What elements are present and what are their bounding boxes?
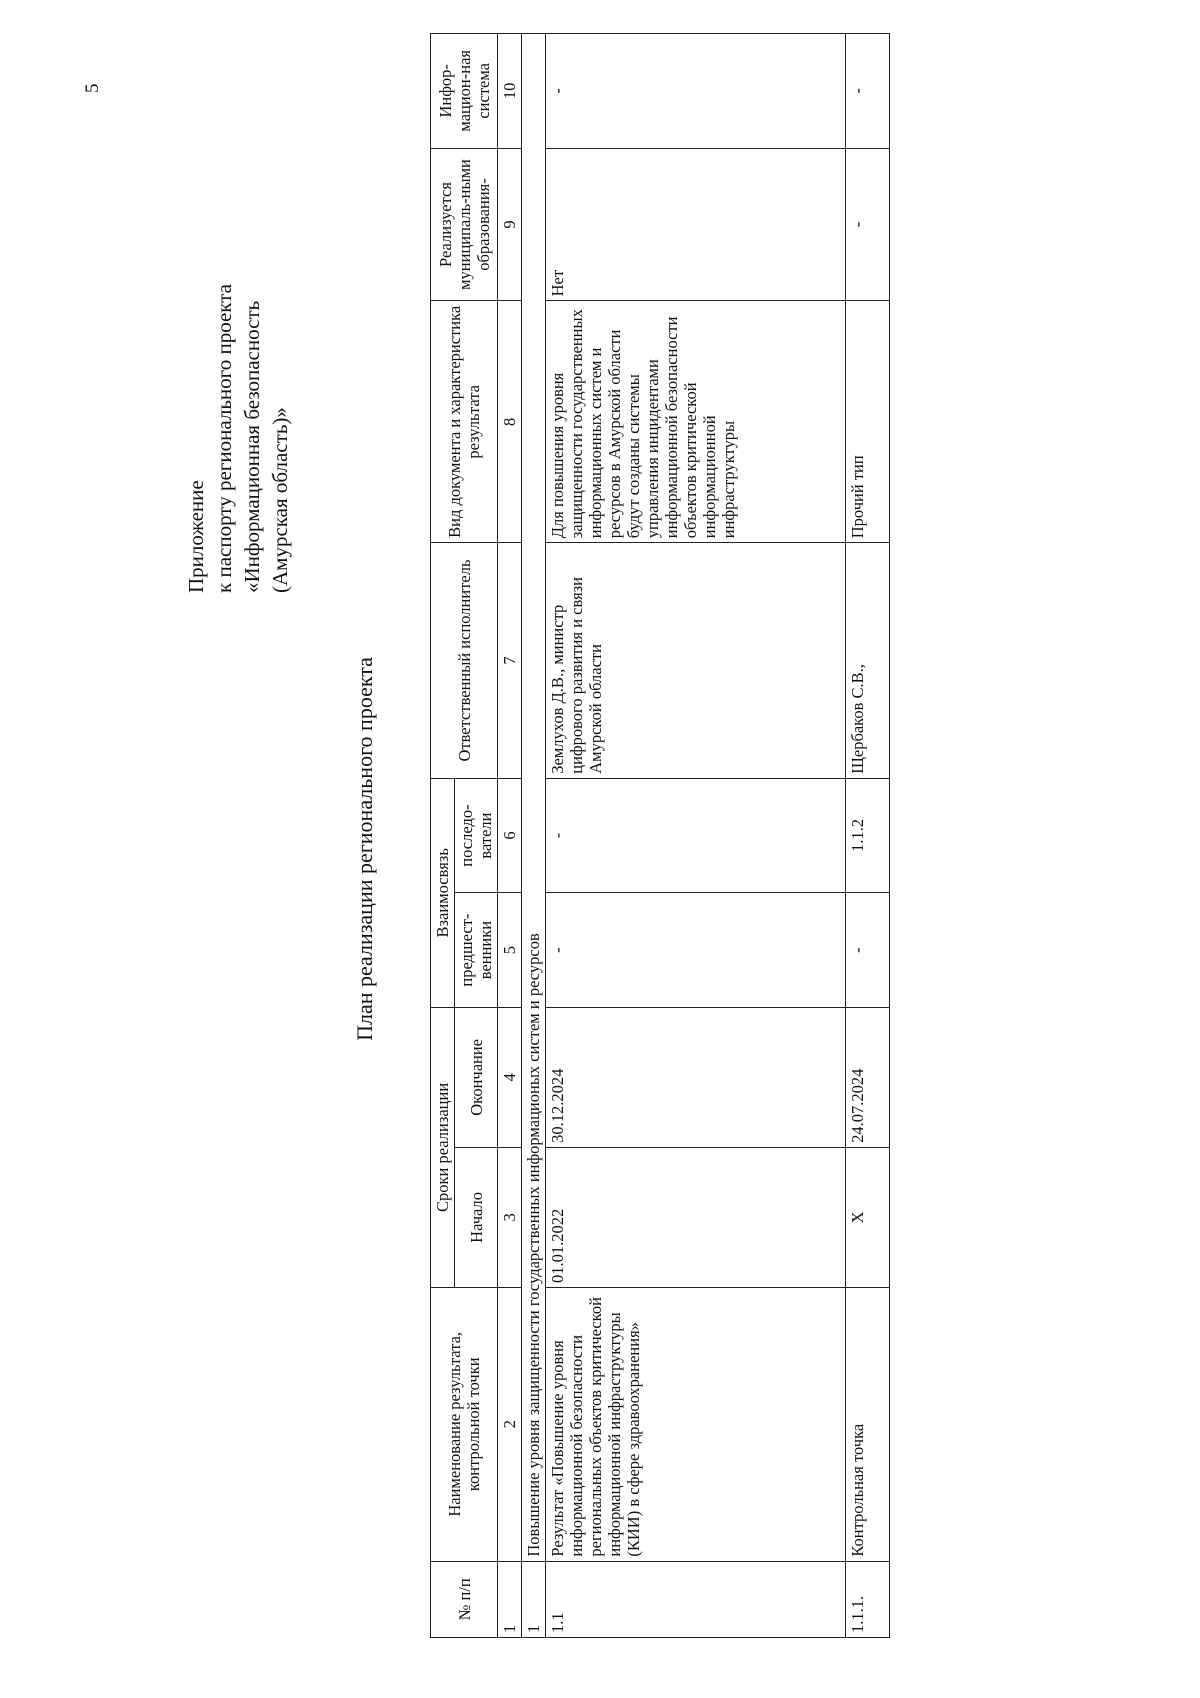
row-municipal: - [846, 148, 890, 301]
header-num: № п/п [431, 1561, 498, 1637]
header-predecessors: предшест-венники [455, 893, 498, 1008]
section-row [522, 34, 546, 1638]
row-responsible: Землухов Д.В., министр цифрового развития и связи Амурской области [546, 543, 846, 779]
row-name: Контрольная точка [846, 1287, 890, 1561]
column-number: 2 [498, 1287, 522, 1561]
column-number: 7 [498, 543, 522, 779]
header-document: Вид документа и характеристика результата [431, 301, 498, 543]
row-predecessors: - [546, 893, 846, 1008]
row-info-system: - [546, 34, 846, 149]
column-number: 5 [498, 893, 522, 1008]
row-predecessors: - [846, 893, 890, 1008]
column-number: 9 [498, 148, 522, 301]
plan-title: План реализации регионального проекта [352, 657, 377, 1041]
section-title: Повышение уровня защищенности государственных информационых систем и ресурсов [522, 34, 546, 1562]
header-name: Наименование результата, контрольной точки [431, 1287, 498, 1561]
row-name: Результат «Повышение уровня информационной безопасности региональных объектов критической информационной инфраструктуры (КИИ) в сфере здравоохранения» [546, 1287, 846, 1561]
header-responsible: Ответственный исполнитель [431, 543, 498, 779]
column-number: 8 [498, 301, 522, 543]
header-end: Окончание [455, 1007, 498, 1147]
appendix-block [182, 284, 294, 593]
row-end: 24.07.2024 [846, 1007, 890, 1147]
row-municipal: Нет [546, 148, 846, 301]
page-number: 5 [82, 83, 103, 93]
row-successors: 1.1.2 [846, 778, 890, 893]
row-end: 30.12.2024 [546, 1007, 846, 1147]
header-row-1 [431, 34, 455, 1638]
header-successors: последо-ватели [455, 778, 498, 893]
header-municipal: Реализуется муниципаль-ными образования- [431, 148, 498, 301]
row-successors: - [546, 778, 846, 893]
column-number: 3 [498, 1147, 522, 1287]
implementation-plan-table [430, 33, 890, 1638]
appendix-line-2: к паспорту регионального проекта [212, 284, 236, 593]
column-number: 6 [498, 778, 522, 893]
row-start: 01.01.2022 [546, 1147, 846, 1287]
row-document: Прочий тип [846, 301, 890, 543]
row-info-system: - [846, 34, 890, 149]
column-number: 10 [498, 34, 522, 149]
header-link: Взаимосвязь [431, 778, 455, 1007]
appendix-line-1: Приложение [184, 480, 208, 593]
column-number: 1 [498, 1561, 522, 1637]
row-start: X [846, 1147, 890, 1287]
column-number-row [498, 34, 522, 1638]
column-number: 4 [498, 1007, 522, 1147]
row-document: Для повышения уровня защищенности государственных информационных систем и ресурсов в Амурской области будут созданы системы управления инцидентами информационной безопасности объектов критической информационной инфраструктуры [546, 301, 846, 543]
row-num: 1.1.1. [846, 1561, 890, 1637]
header-start: Начало [455, 1147, 498, 1287]
section-num: 1 [522, 1561, 546, 1637]
appendix-line-4: (Амурская область)» [268, 407, 292, 593]
row-responsible: Щербаков С.В., [846, 543, 890, 779]
table-row [846, 34, 890, 1638]
row-num: 1.1 [546, 1561, 846, 1637]
header-terms: Сроки реализации [431, 1007, 455, 1287]
appendix-line-3: «Информационная безопасность [240, 300, 264, 593]
table-row [546, 34, 846, 1638]
header-info-system: Инфор-мацион-ная система [431, 34, 498, 149]
